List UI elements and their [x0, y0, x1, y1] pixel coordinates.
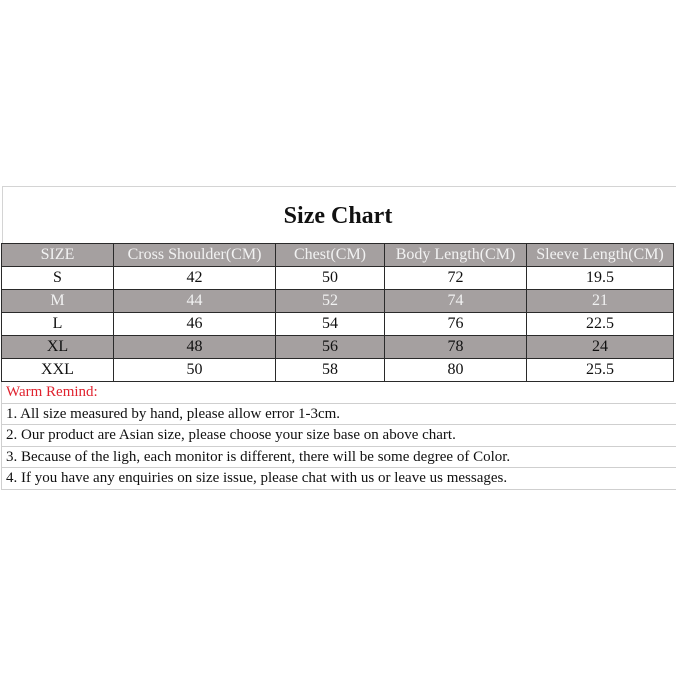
cell-sleeve-length: 22.5 — [527, 313, 674, 336]
table-row — [2, 359, 674, 382]
note-item: 2. Our product are Asian size, please choose your size base on above chart. — [1, 425, 676, 447]
header-size: SIZE — [2, 244, 114, 267]
table-row — [2, 290, 674, 313]
note-item: 1. All size measured by hand, please allow error 1-3cm. — [1, 404, 676, 426]
size-table — [1, 243, 674, 382]
cell-sleeve-length: 24 — [527, 336, 674, 359]
cell-cross-shoulder: 50 — [114, 359, 276, 382]
table-row — [2, 267, 674, 290]
note-item: 3. Because of the ligh, each monitor is different, there will be some degree of Color. — [1, 447, 676, 469]
cell-body-length: 76 — [385, 313, 527, 336]
cell-chest: 54 — [276, 313, 385, 336]
header-sleeve-length: Sleeve Length(CM) — [527, 244, 674, 267]
cell-size: M — [2, 290, 114, 313]
table-row — [2, 336, 674, 359]
cell-body-length: 78 — [385, 336, 527, 359]
table-row — [2, 313, 674, 336]
cell-chest: 52 — [276, 290, 385, 313]
cell-body-length: 74 — [385, 290, 527, 313]
cell-body-length: 72 — [385, 267, 527, 290]
cell-chest: 58 — [276, 359, 385, 382]
cell-chest: 50 — [276, 267, 385, 290]
cell-cross-shoulder: 48 — [114, 336, 276, 359]
header-chest: Chest(CM) — [276, 244, 385, 267]
cell-body-length: 80 — [385, 359, 527, 382]
table-header-row — [2, 244, 674, 267]
cell-size: XXL — [2, 359, 114, 382]
header-body-length: Body Length(CM) — [385, 244, 527, 267]
note-item: 4. If you have any enquiries on size issue, please chat with us or leave us messages. — [1, 468, 676, 490]
cell-size: S — [2, 267, 114, 290]
warm-remind-notes — [1, 382, 676, 490]
cell-sleeve-length: 19.5 — [527, 267, 674, 290]
cell-sleeve-length: 21 — [527, 290, 674, 313]
warm-remind-heading: Warm Remind: — [1, 382, 676, 404]
page-title: Size Chart — [283, 203, 393, 229]
cell-cross-shoulder: 44 — [114, 290, 276, 313]
cell-cross-shoulder: 46 — [114, 313, 276, 336]
cell-sleeve-length: 25.5 — [527, 359, 674, 382]
cell-size: L — [2, 313, 114, 336]
header-cross-shoulder: Cross Shoulder(CM) — [114, 244, 276, 267]
cell-cross-shoulder: 42 — [114, 267, 276, 290]
cell-size: XL — [2, 336, 114, 359]
cell-chest: 56 — [276, 336, 385, 359]
